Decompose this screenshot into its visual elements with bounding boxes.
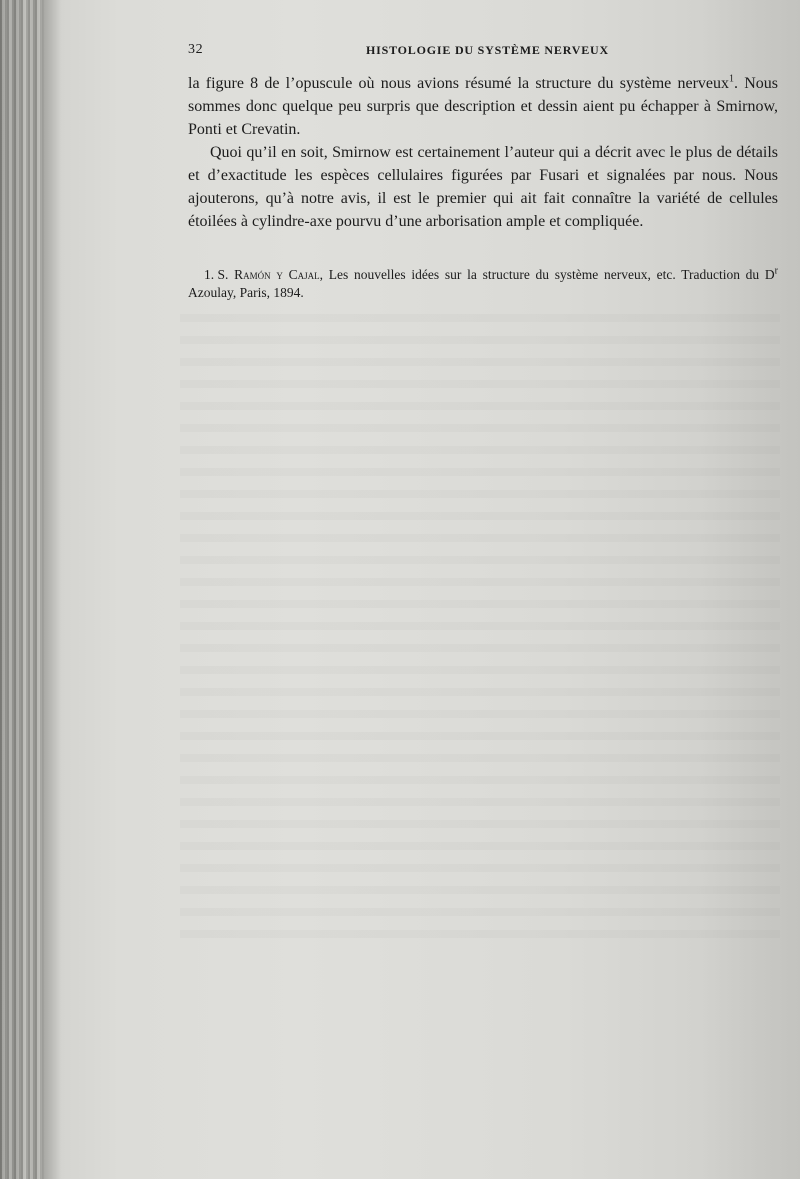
show-through-texture	[180, 300, 780, 950]
footnote-reference: 1	[729, 73, 735, 85]
page-number: 32	[188, 42, 204, 57]
footnote-number: 1. S.	[204, 267, 229, 282]
paragraph-1-continuation: . Nous sommes donc quelque peu surpris que description et dessin aient pu échapper à Smirnow, Ponti et Crevatin.	[188, 75, 779, 138]
page-header	[188, 42, 770, 60]
footnote-text-end: Azoulay, Paris, 1894.	[188, 285, 304, 300]
footnote-dr-superscript: r	[774, 265, 779, 277]
paragraph-2: Quoi qu’il en soit, Smirnow est certainement l’auteur qui a décrit avec le plus de détails et d’exactitude les espèces cellulaires figurées par Fusari et signalées par nous. Nous ajouterons, qu’à notre avis, il est le premier qui ait fait connaître la variété de cellules étoilées à cylindre-axe pourvu d’une arborisation ample et compliquée.	[188, 144, 778, 230]
running-head: HISTOLOGIE DU SYSTÈME NERVEUX	[366, 43, 609, 57]
body-text	[188, 72, 778, 233]
gutter-shadow	[44, 0, 62, 1179]
book-spine	[0, 0, 44, 1179]
paragraph-1-text: la figure 8 de l’opuscule où nous avions résumé la structure du système nerveux	[188, 75, 730, 92]
footnote	[188, 266, 778, 302]
paragraph-1	[188, 72, 778, 141]
footnote-text: , Les nouvelles idées sur la structure du système nerveux, etc. Traduction du D	[319, 267, 775, 282]
footnote-author: Ramón y Cajal	[234, 267, 320, 282]
